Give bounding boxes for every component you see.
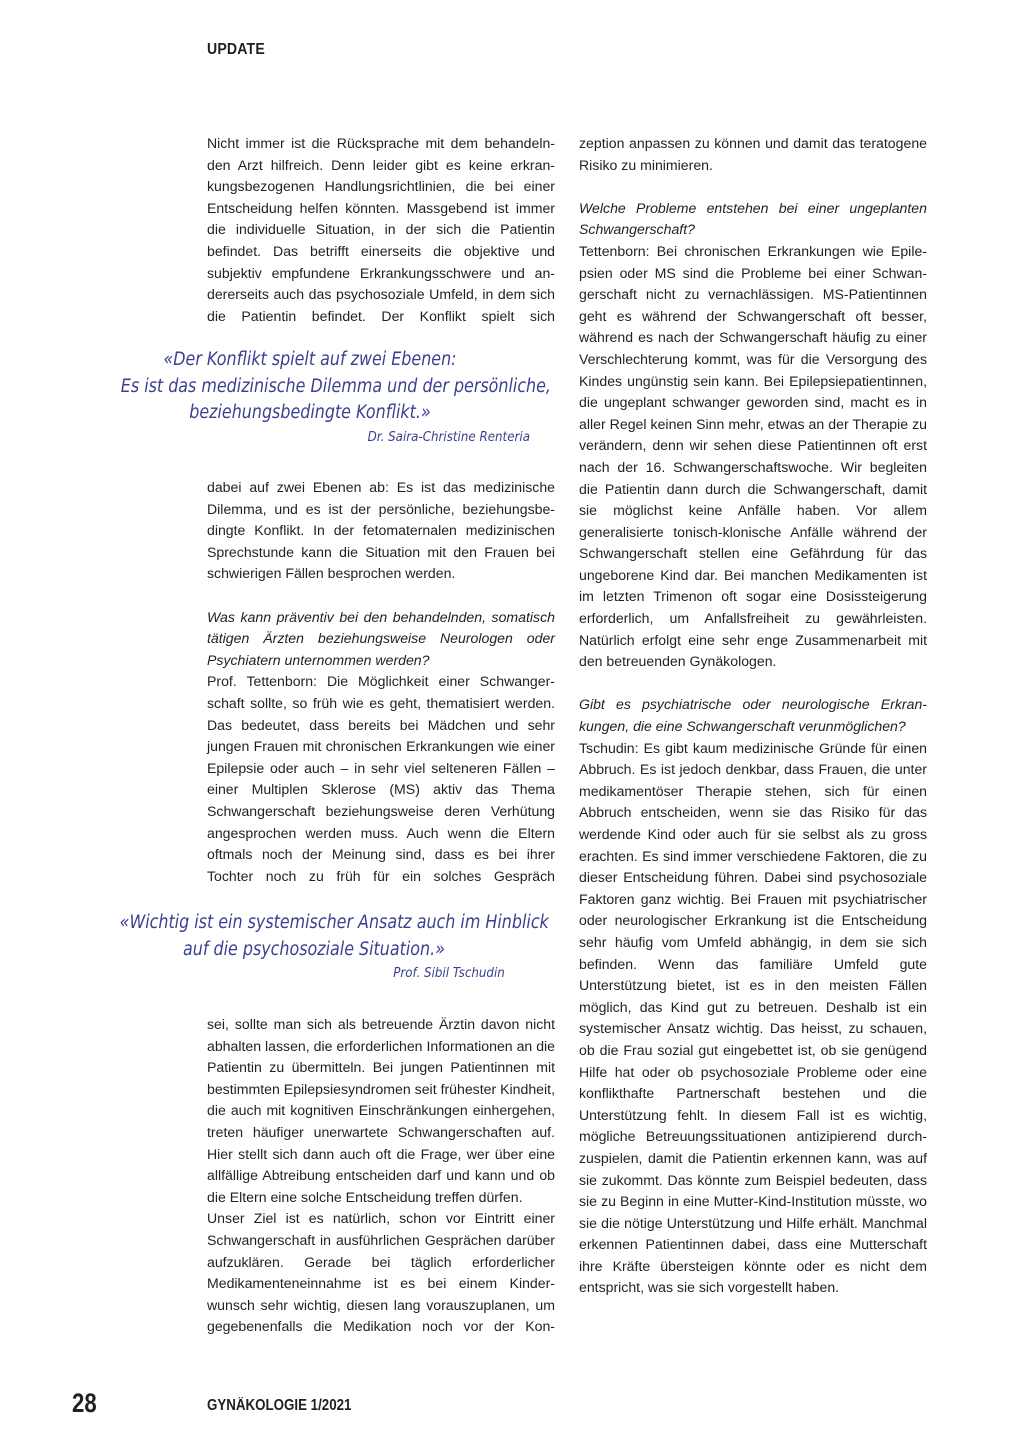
interview-question: Gibt es psychiatrische oder neurologische Erkrankungen, die eine Schwangerschaft verunmöglichen? [579,696,927,735]
pull-quote-author: Prof. Sibil Tschudin [393,965,505,981]
left-column-block-2 [207,477,555,887]
left-column-block-1 [207,133,555,327]
paragraph: dabei auf zwei Ebenen ab: Es ist das medizinische Dilemma, und es ist der persönliche, beziehungsbedingte Konflikt. In der fetomaternalen medizinischen Sprechstunde kann die Situation mit den Frauen bei schwierigen Fällen besprochen werden. [207,479,555,582]
interview-answer [579,241,927,673]
right-column [579,133,927,1299]
answer-text: Die Möglichkeit einer Schwangerschaft sollte, so früh wie es geht, thematisiert werden. Das bedeutet, dass bereits bei Mädchen und sehr jungen Frauen mit chronischen Erkrankungen wie einer Epilepsie oder auch – in sehr viel selteneren Fällen – einer Multiplen Sklerose (MS) aktiv das Thema Schwangerschaft beziehungsweise deren Verhütung angesprochen werden muss. Auch wenn die Eltern oftmals noch der Meinung sind, dass es bei ihrer Tochter noch zu früh für ein solches Gespräch [207,673,555,884]
answer-text: Es gibt kaum medizinische Gründe für einen Abbruch. Es ist jedoch denkbar, dass Frauen, die unter medikamentöser Therapie stehen, sich für einen Abbruch entscheiden, wenn sie das Risiko für das werdende Kind oder auch für sie selbst als zu gross erachten. Es sind immer verschiedene Faktoren, die zu dieser Entscheidung führen. Dabei sind psychosoziale Faktoren ganz wichtig. Bei Frauen mit psychiatrischer oder neurologischer Erkrankung ist die Entscheidung sehr häufig vom Umfeld abhängig, in dem sie sich befinden. Wenn das familiäre Umfeld gute Unterstützung bietet, ist es in den meisten Fällen möglich, das Kind gut zu betreuen. Deshalb ist ein systemischer Ansatz wichtig. Das heisst, zu schauen, ob die Frau sozial gut eingebettet ist, ob sie genügend Hilfe hat oder ob psychosoziale Probleme oder eine konflikthafte Partnerschaft bestehen und die Unterstützung fehlt. In diesem Fall ist es wichtig, mögliche Betreuungssituationen antizipierend durchzuspielen, damit die Patientin erkennen kann, was auf sie zukommt. Das könnte zum Beispiel bedeuten, dass sie zu Beginn in eine Mutter-Kind-Institution müsste, wo sie die nötige Unterstützung und Hilfe erhält. Manchmal erkennen Patientinnen dabei, dass eine Mutterschaft ihre Kräfte übersteigen könnte oder es nicht dem entspricht, was sie sich vorgestellt haben. [579,739,927,1296]
pull-quote-line: Es ist das medizinische Dilemma und der persönliche, [120,375,552,397]
journal-name: GYNÄKOLOGIE 1/2021 [207,1397,352,1414]
pull-quote-author: Dr. Saira-Christine Renteria [367,428,530,445]
paragraph: zeption anpassen zu können und damit das teratogene Risiko zu minimieren. [579,135,927,173]
interview-question: Welche Probleme entstehen bei einer ungeplanten Schwangerschaft? [579,199,927,238]
page-number: 28 [72,1388,97,1418]
paragraph: Nicht immer ist die Rücksprache mit dem behandelnden Arzt hilfreich. Denn leider gibt es keine erkrankungsbezogenen Handlungsrichtlinien, die bei einer Entscheidung helfen könnten. Massgebend ist immer die individuelle Situation, in der sich die Patientin befindet. Das betrifft einerseits die objektive und subjektiv empfundene Erkrankungsschwere und andererseits auch das psychosoziale Umfeld, in dem sich die Patientin befindet. Der Konflikt spielt sich [207,135,555,324]
paragraph: sei, sollte man sich als betreuende Ärztin davon nicht abhalten lassen, die erforderlichen Informationen an die Patientin zu übermitteln. Bei jungen Patientinnen mit bestimmten Epilepsiesyndromen seit frühester Kindheit, die auch mit kognitiven Einschränkungen einhergehen, treten häufiger unerwartete Schwangerschaften auf. Hier stellt sich dann auch oft die Frage, wer über eine allfällige Abtreibung entscheiden darf und kann und ob die Eltern eine solche Entscheidung treffen dürfen. [207,1016,555,1205]
speaker-name: Tschudin: [579,739,639,756]
pull-quote-2 [88,910,549,983]
paragraph: Unser Ziel ist es natürlich, schon vor Eintritt einer Schwangerschaft in ausführlichen Gesprächen darüber aufzuklären. Gerade bei täglich erforderlicher Medikamenteneinnahme ist es bei einem Kinderwunsch sehr wichtig, diesen lang vorauszuplanen, um gegebenenfalls die Medikation noch vor der Kon- [207,1210,555,1335]
pull-quote-line: «Wichtig ist ein systemischer Ansatz auch im Hinblick [119,912,549,933]
pull-quote-line: «Der Konflikt spielt auf zwei Ebenen: [163,349,457,370]
section-header: UPDATE [207,41,265,58]
speaker-name: Tettenborn: [579,242,650,259]
pull-quote-line: beziehungsbedingte Konflikt.» [189,402,431,423]
answer-text: Bei chronischen Erkrankungen wie Epilepsien oder MS sind die Probleme bei einer Schwangerschaft nicht zu vernachlässigen. MS-Patientinnen geht es während der Schwangerschaft oft besser, während es nach der Schwangerschaft häufig zu einer Verschlechterung kommt, was für die Versorgung des Kindes ungünstig sein kann. Bei Epilepsiepatientinnen, die ungeplant schwanger geworden sind, macht es in aller Regel keinen Sinn mehr, etwas an der Therapie zu verändern, denn wir sehen diese Patientinnen oft erst nach der 16. Schwangerschaftswoche. Wir begleiten die Patientin dann durch die Schwangerschaft, damit sie möglichst keine Anfälle haben. Vor allem generalisierte tonisch-klonische Anfälle während der Schwangerschaft stellen eine Gefährdung für das ungeborene Kind dar. Bei manchen Medikamenten ist im letzten Trimenon oft sogar eine Dosissteigerung erforderlich, um Anfallsfreiheit zu gewährleisten. Natürlich erfolgt eine sehr enge Zusammenarbeit mit den betreuenden Gynäkologen. [579,242,927,670]
interview-question: Was kann präventiv bei den behandelnden, somatisch tätigen Ärzten beziehungsweise Neurologen oder Psychiatern unternommen werden? [207,608,555,668]
interview-answer [207,671,555,887]
interview-answer [579,738,927,1299]
left-column-block-3 [207,1014,555,1338]
pull-quote-line: auf die psychosoziale Situation.» [182,938,445,960]
speaker-name: Prof. Tettenborn: [207,673,317,690]
pull-quote-1 [90,347,552,447]
